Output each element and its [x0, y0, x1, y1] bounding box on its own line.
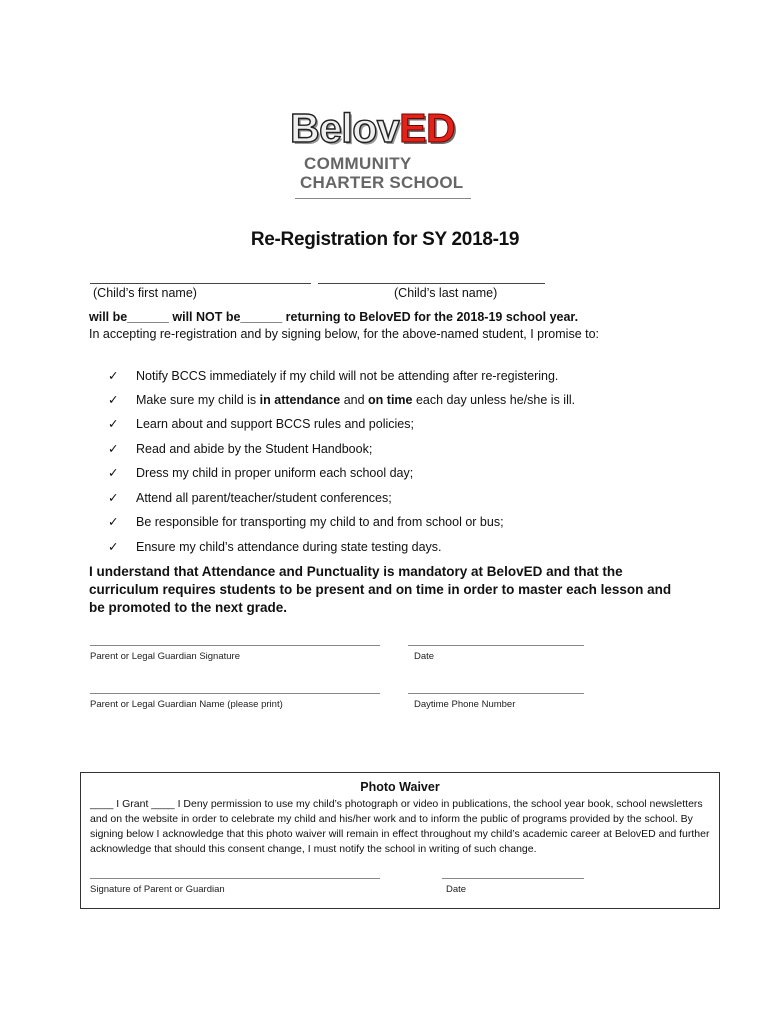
promise-emphasis: in attendance	[259, 393, 341, 407]
promise-text: Be responsible for transporting my child to and from school or bus;	[136, 515, 504, 529]
list-item	[108, 539, 442, 554]
daytime-phone-field[interactable]	[408, 693, 584, 694]
promise-text: each day unless he/she is ill.	[412, 393, 576, 407]
return-status-line: will be______ will NOT be______ returning to BelovED for the 2018-19 school year.	[89, 310, 579, 324]
promise-text: Attend all parent/teacher/student conferences;	[136, 491, 392, 505]
daytime-phone-label: Daytime Phone Number	[414, 699, 516, 710]
waiver-signature-field[interactable]	[90, 878, 380, 879]
waiver-signature-label: Signature of Parent or Guardian	[90, 884, 225, 895]
checkmark-icon: ✓	[108, 540, 119, 554]
promise-text: Read and abide by the Student Handbook;	[136, 442, 373, 456]
list-item	[108, 368, 558, 383]
list-item	[108, 441, 372, 456]
guardian-name-field[interactable]	[90, 693, 380, 694]
child-last-name-field[interactable]	[318, 283, 545, 284]
checkmark-icon: ✓	[108, 491, 119, 505]
promise-text: Make sure my child is	[136, 393, 260, 407]
signature-date-field[interactable]	[408, 645, 584, 646]
checkmark-icon: ✓	[108, 417, 119, 431]
child-last-name-label: (Child’s last name)	[394, 286, 498, 300]
school-logo	[290, 105, 456, 151]
logo-belov-text: Belov	[290, 105, 400, 151]
photo-waiver-text: ____ I Grant ____ I Deny permission to use my child’s photograph or video in publications, the school year book, school newsletters and on the website in order to celebrate my child and his/her work and to inform the public of programs provided by the school. By signing below I acknowledge that this photo waiver will remain in effect throughout my child’s academic career at BelovED and further acknowledge that should this consent change, I must notify the school in writing of such change.	[90, 798, 710, 855]
child-first-name-field[interactable]	[90, 283, 311, 284]
attendance-statement: I understand that Attendance and Punctuality is mandatory at BelovED and that the curriculum requires students to be present and on time in order to master each lesson and be promoted to the next grade.	[89, 564, 672, 615]
list-item	[108, 490, 392, 505]
promise-text: Learn about and support BCCS rules and policies;	[136, 417, 414, 431]
guardian-name-label: Parent or Legal Guardian Name (please print)	[90, 699, 283, 710]
child-first-name-label: (Child’s first name)	[93, 286, 197, 300]
promise-text: Dress my child in proper uniform each school day;	[136, 466, 414, 480]
promise-text: Notify BCCS immediately if my child will not be attending after re-registering.	[136, 369, 559, 383]
page-title: Re-Registration for SY 2018-19	[250, 229, 520, 250]
checkmark-icon: ✓	[108, 515, 119, 529]
waiver-date-field[interactable]	[442, 878, 584, 879]
intro-line: In accepting re-registration and by signing below, for the above-named student, I promise to:	[89, 327, 600, 341]
logo-underline	[295, 198, 471, 199]
list-item	[108, 465, 413, 480]
list-item	[108, 416, 414, 431]
list-item	[108, 514, 504, 529]
logo-charter-school-text: CHARTER SCHOOL	[300, 173, 464, 192]
photo-waiver-title: Photo Waiver	[360, 780, 440, 794]
checkmark-icon: ✓	[108, 393, 119, 407]
waiver-date-label: Date	[446, 884, 467, 895]
checkmark-icon: ✓	[108, 442, 119, 456]
logo-ed-text: ED	[399, 105, 456, 151]
logo-community-text: COMMUNITY	[304, 154, 412, 173]
guardian-signature-label: Parent or Legal Guardian Signature	[90, 651, 240, 662]
checkmark-icon: ✓	[108, 369, 119, 383]
signature-date-label: Date	[414, 651, 435, 662]
promise-emphasis: on time	[368, 393, 413, 407]
checkmark-icon: ✓	[108, 466, 119, 480]
list-item	[108, 392, 575, 407]
promise-text: and	[340, 393, 369, 407]
promise-text: Ensure my child’s attendance during state testing days.	[136, 540, 442, 554]
guardian-signature-field[interactable]	[90, 645, 380, 646]
